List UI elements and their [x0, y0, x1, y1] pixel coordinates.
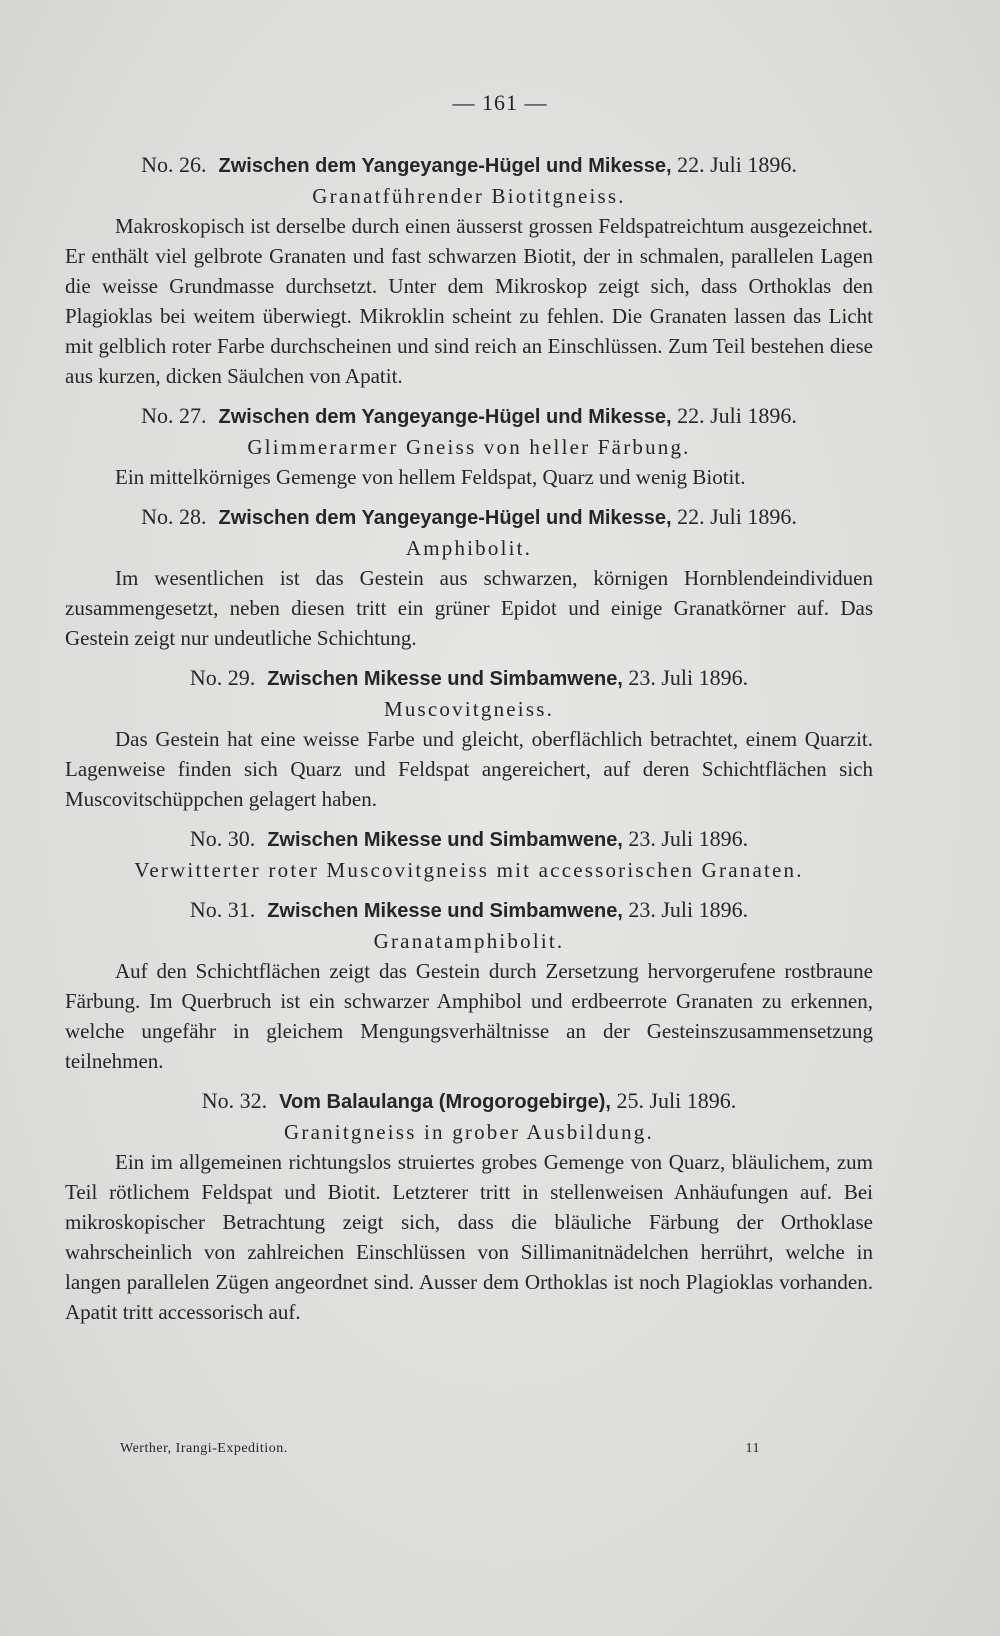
rock-name: Granitgneiss in grober Ausbildung.: [284, 1120, 654, 1144]
entry-description: Im wesentlichen ist das Gestein aus schwarzen, körnigen Hornblendeindividuen zusammengesetzt, neben diesen tritt ein grüner Epidot und einige Granatkörner auf. Das Gestein zeigt nur undeutliche Schichtung.: [65, 566, 873, 650]
entry-heading: [65, 1086, 873, 1117]
rock-name: Glimmerarmer Gneiss von heller Färbung.: [247, 435, 691, 459]
entry-number: No. 30.: [189, 826, 256, 851]
entry-heading: [65, 824, 873, 855]
entry-description: Ein im allgemeinen richtungslos struiertes grobes Gemenge von Quarz, bläulichem, zum Teil rötlichem Feldspat und Biotit. Letzterer tritt in stellenweisen Anhäufungen auf. Bei mikroskopischer Betrachtung zeigt sich, dass die bläuliche Färbung der Orthoklase wahrscheinlich von zahlreichen Einschlüssen von Sillimanitnädelchen herrührt, welche in langen parallelen Zügen angeordnet sind. Ausser dem Orthoklas ist noch Plagioklas vorhanden. Apatit tritt accessorisch auf.: [65, 1150, 873, 1324]
page-footer: [120, 1441, 760, 1457]
entry-number: No. 29.: [189, 665, 256, 690]
entry-location: Zwischen dem Yangeyange-Hügel und Mikesse,: [218, 155, 672, 177]
entry: [65, 1086, 873, 1327]
page-number: — 161 —: [452, 90, 548, 115]
entry-date: 23. Juli 1896.: [628, 665, 749, 690]
entry-location: Zwischen Mikesse und Simbamwene,: [267, 668, 623, 690]
entry-location: Zwischen Mikesse und Simbamwene,: [267, 900, 623, 922]
entry: [65, 895, 873, 1076]
page-content: [65, 140, 873, 1327]
entry-description: Makroskopisch ist derselbe durch einen äusserst grossen Feldspatreichtum ausgezeichnet. Er enthält viel gelbrote Granaten und fast schwarzen Biotit, der in schmalen, parallelen Lagen die weisse Grundmasse durchsetzt. Unter dem Mikroskop zeigt sich, dass Orthoklas den Plagioklas bei weitem überwiegt. Mikroklin scheint zu fehlen. Die Granaten lassen das Licht mit gelblich roter Farbe durchscheinen und sind reich an Einschlüssen. Zum Teil bestehen diese aus kurzen, dicken Säulchen von Apatit.: [65, 214, 873, 388]
entry-date: 22. Juli 1896.: [677, 403, 797, 428]
entry-date: 25. Juli 1896.: [616, 1088, 737, 1113]
entry: [65, 502, 873, 653]
entry-location: Vom Balaulanga (Mrogorogebirge),: [279, 1091, 611, 1113]
entry: [65, 150, 873, 391]
entry-location: Zwischen dem Yangeyange-Hügel und Mikesse,: [218, 507, 672, 529]
entry-number: No. 28.: [141, 504, 207, 529]
entry: [65, 663, 873, 814]
entry-location: Zwischen dem Yangeyange-Hügel und Mikesse,: [218, 406, 672, 428]
entry-heading: [65, 502, 873, 533]
entry-heading: [65, 895, 873, 926]
entry-number: No. 31.: [189, 897, 256, 922]
rock-name: Muscovitgneiss.: [383, 697, 555, 721]
entry-description: Das Gestein hat eine weisse Farbe und gleicht, oberflächlich betrachtet, einem Quarzit. Lagenweise finden sich Quarz und Feldspat angereichert, auf deren Schichtflächen sich Muscovitschüppchen gelagert haben.: [65, 727, 873, 811]
rock-name: Granatführender Biotitgneiss.: [312, 184, 626, 208]
entry: [65, 824, 873, 885]
entry-heading: [65, 150, 873, 181]
entry-number: No. 32.: [201, 1088, 268, 1113]
entry-date: 22. Juli 1896.: [677, 504, 797, 529]
entry-number: No. 26.: [141, 152, 207, 177]
entry-heading: [65, 663, 873, 694]
rock-name: Amphibolit.: [405, 536, 533, 560]
entry-number: No. 27.: [141, 403, 207, 428]
sheet-signature: 11: [745, 1441, 760, 1456]
entry-date: 23. Juli 1896.: [628, 826, 749, 851]
footer-author: Werther, Irangi-Expedition.: [120, 1441, 288, 1456]
entry-date: 22. Juli 1896.: [677, 152, 797, 177]
entry-description: Auf den Schichtflächen zeigt das Gestein durch Zersetzung hervorgerufene rostbraune Färbung. Im Querbruch ist ein schwarzer Amphibol und erdbeerrote Granaten zu erkennen, welche ungefähr in gleichem Mengungsverhältnisse an der Gesteinszusammensetzung teilnehmen.: [65, 959, 873, 1073]
rock-name: Granatamphibolit.: [373, 929, 565, 953]
entry-date: 23. Juli 1896.: [628, 897, 749, 922]
rock-name: Verwitterter roter Muscovitgneiss mit accessorischen Granaten.: [134, 858, 804, 882]
entry-location: Zwischen Mikesse und Simbamwene,: [267, 829, 623, 851]
entry: [65, 401, 873, 492]
entry-description: Ein mittelkörniges Gemenge von hellem Feldspat, Quarz und wenig Biotit.: [115, 465, 746, 489]
entry-heading: [65, 401, 873, 432]
